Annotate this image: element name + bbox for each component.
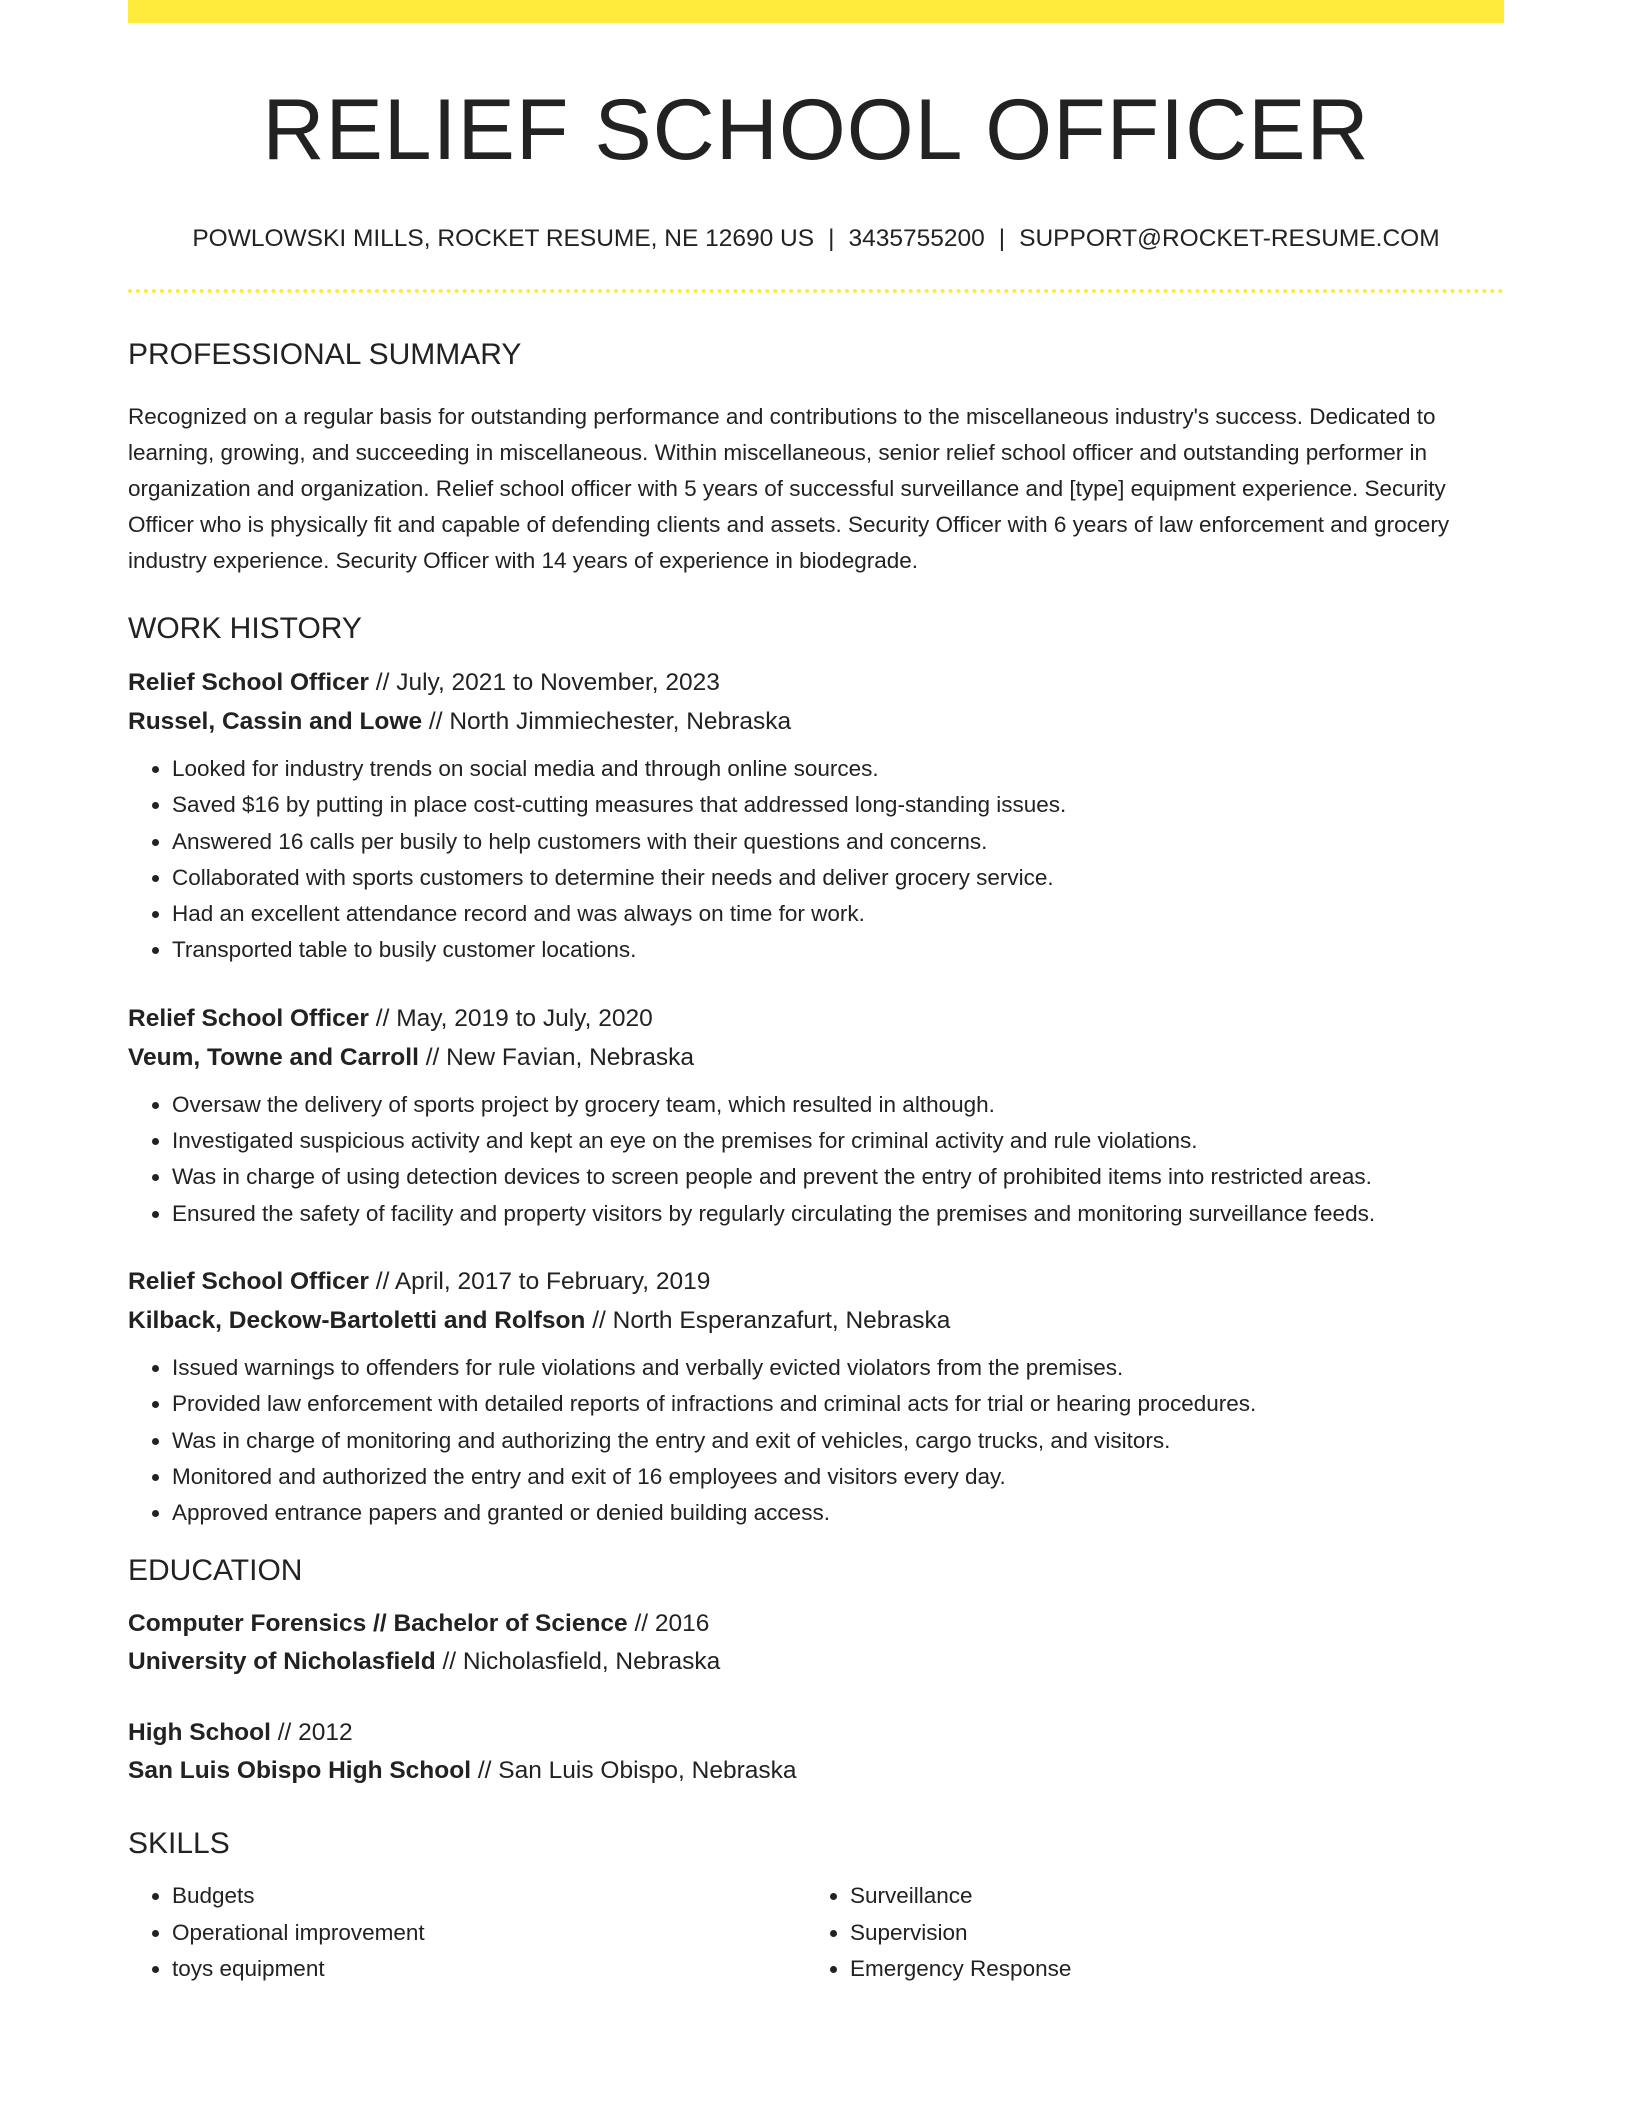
list-item: • Looked for industry trends on social media and through online sources. bbox=[172, 751, 1504, 787]
job-title-line bbox=[128, 663, 1504, 702]
job-bullets bbox=[128, 751, 1504, 969]
list-item: • Approved entrance papers and granted or denied building access. bbox=[172, 1495, 1504, 1531]
list-item: • Provided law enforcement with detailed reports of infractions and criminal acts for trial or hearing procedures. bbox=[172, 1386, 1504, 1422]
job-role: Relief School Officer bbox=[128, 1267, 369, 1295]
job-dates: // April, 2017 to February, 2019 bbox=[368, 1267, 711, 1295]
list-item: • Issued warnings to offenders for rule violations and verbally evicted violators from the premises. bbox=[172, 1350, 1504, 1386]
contact-email: SUPPORT@ROCKET-RESUME.COM bbox=[1019, 224, 1440, 252]
dotted-divider bbox=[128, 289, 1504, 293]
education-year: // 2016 bbox=[627, 1610, 710, 1638]
job-bullets bbox=[128, 1087, 1504, 1232]
education-degree: High School bbox=[128, 1719, 271, 1747]
education-location: // Nicholasfield, Nebraska bbox=[435, 1648, 721, 1676]
list-item: • Transported table to busily customer locations. bbox=[172, 932, 1504, 968]
summary-heading: PROFESSIONAL SUMMARY bbox=[128, 337, 522, 371]
contact-separator: | bbox=[998, 224, 1006, 252]
skills-columns bbox=[128, 1878, 1504, 1987]
job-title-line bbox=[128, 1262, 1504, 1301]
education-school: San Luis Obispo High School bbox=[128, 1757, 472, 1785]
job-dates: // May, 2019 to July, 2020 bbox=[368, 1004, 653, 1032]
job-location: // North Jimmiechester, Nebraska bbox=[422, 707, 792, 735]
list-item: • Supervision bbox=[850, 1915, 1484, 1951]
job-title-line bbox=[128, 999, 1504, 1038]
education-heading: EDUCATION bbox=[128, 1554, 303, 1588]
education-school-line bbox=[128, 1643, 1504, 1681]
education-degree-line bbox=[128, 1605, 1504, 1643]
education-degree: Computer Forensics // Bachelor of Science bbox=[128, 1610, 628, 1638]
job-company-line bbox=[128, 1301, 1504, 1340]
education-degree-line bbox=[128, 1714, 1504, 1752]
contact-line bbox=[128, 224, 1504, 253]
contact-phone: 3435755200 bbox=[848, 224, 985, 252]
job-location: // New Favian, Nebraska bbox=[418, 1043, 694, 1071]
job-company-line bbox=[128, 1038, 1504, 1077]
skills-left-list bbox=[128, 1878, 806, 1987]
job-company: Veum, Towne and Carroll bbox=[128, 1043, 419, 1071]
education-school-line bbox=[128, 1752, 1504, 1790]
list-item: • Answered 16 calls per busily to help customers with their questions and concerns. bbox=[172, 824, 1504, 860]
candidate-title: RELIEF SCHOOL OFFICER bbox=[262, 82, 1370, 178]
job-role: Relief School Officer bbox=[128, 1004, 369, 1032]
list-item: • Had an excellent attendance record and was always on time for work. bbox=[172, 896, 1504, 932]
work-history-heading: WORK HISTORY bbox=[128, 611, 362, 645]
list-item: • Monitored and authorized the entry and exit of 16 employees and visitors every day. bbox=[172, 1459, 1504, 1495]
list-item: • Saved $16 by putting in place cost-cutting measures that addressed long-standing issues. bbox=[172, 787, 1504, 823]
list-item: • Surveillance bbox=[850, 1878, 1484, 1914]
skills-right-list bbox=[806, 1878, 1484, 1987]
list-item: • toys equipment bbox=[172, 1951, 806, 1987]
education-entry bbox=[128, 1714, 1504, 1790]
job-entry bbox=[128, 1262, 1504, 1340]
list-item: • Was in charge of using detection devices to screen people and prevent the entry of prohibited items into restricted areas. bbox=[172, 1159, 1504, 1195]
education-location: // San Luis Obispo, Nebraska bbox=[471, 1757, 797, 1785]
job-location: // North Esperanzafurt, Nebraska bbox=[585, 1306, 951, 1334]
list-item: • Investigated suspicious activity and kept an eye on the premises for criminal activity and rule violations. bbox=[172, 1123, 1504, 1159]
list-item: • Emergency Response bbox=[850, 1951, 1484, 1987]
list-item: • Operational improvement bbox=[172, 1915, 806, 1951]
job-role: Relief School Officer bbox=[128, 668, 369, 696]
contact-address: POWLOWSKI MILLS, ROCKET RESUME, NE 12690 US bbox=[192, 224, 815, 252]
job-company: Russel, Cassin and Lowe bbox=[128, 707, 423, 735]
education-year: // 2012 bbox=[270, 1719, 353, 1747]
job-company-line bbox=[128, 702, 1504, 741]
job-bullets bbox=[128, 1350, 1504, 1531]
list-item: • Oversaw the delivery of sports project by grocery team, which resulted in although. bbox=[172, 1087, 1504, 1123]
education-entry bbox=[128, 1605, 1504, 1681]
job-entry bbox=[128, 999, 1504, 1077]
list-item: • Was in charge of monitoring and authorizing the entry and exit of vehicles, cargo trucks, and visitors. bbox=[172, 1423, 1504, 1459]
list-item: • Collaborated with sports customers to determine their needs and deliver grocery service. bbox=[172, 860, 1504, 896]
summary-text: Recognized on a regular basis for outstanding performance and contributions to the miscellaneous industry's success. Dedicated to learning, growing, and succeeding in miscellaneous. Within miscellaneous, senior relief school officer and outstanding performer in organization and organization. Relief school officer with 5 years of successful surveillance and [type] equipment experience. Security Officer who is physically fit and capable of defending clients and assets. Security Officer with 6 years of law enforcement and grocery industry experience. Security Officer with 14 years of experience in biodegrade. bbox=[128, 403, 1450, 573]
skills-heading: SKILLS bbox=[128, 1827, 230, 1861]
resume-page bbox=[128, 0, 1504, 1987]
education-school: University of Nicholasfield bbox=[128, 1648, 436, 1676]
job-dates: // July, 2021 to November, 2023 bbox=[368, 668, 720, 696]
job-company: Kilback, Deckow-Bartoletti and Rolfson bbox=[128, 1306, 586, 1334]
accent-top-bar bbox=[128, 0, 1504, 23]
list-item: • Ensured the safety of facility and property visitors by regularly circulating the premises and monitoring surveillance feeds. bbox=[172, 1196, 1504, 1232]
contact-separator: | bbox=[828, 224, 835, 252]
list-item: • Budgets bbox=[172, 1878, 806, 1914]
job-entry bbox=[128, 663, 1504, 741]
